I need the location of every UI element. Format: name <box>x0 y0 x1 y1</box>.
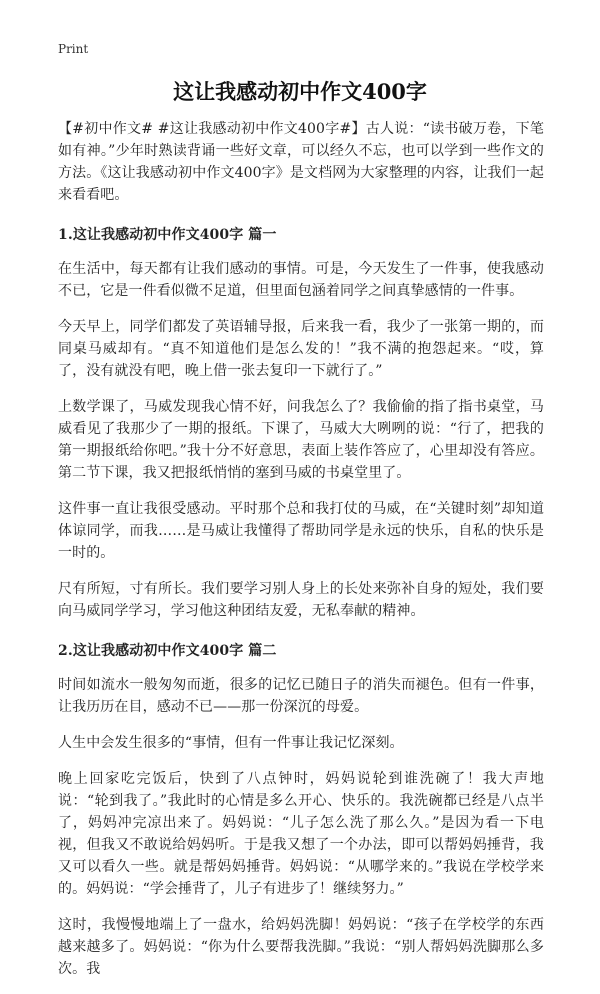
paragraph: 上数学课了，马威发现我心情不好，问我怎么了？我偷偷的指了指书桌堂，马威看见了我那少了一期的报纸。下课了，马威大大咧咧的说：“行了，把我的第一期报纸给你吧。”我十分不好意思，表面上装作答应了，心里却没有答应。第二节下课，我又把报纸悄悄的塞到马威的书桌堂里了。 <box>58 399 544 481</box>
paragraph: 时间如流水一般匆匆而逝，很多的记忆已随日子的消失而褪色。但有一件事，让我历历在目，感动不已——那一份深沉的母爱。 <box>58 677 544 715</box>
section-heading-1: 1.这让我感动初中作文400字 篇一 <box>58 227 277 243</box>
paragraph: 人生中会发生很多的“事情，但有一件事让我记忆深刻。 <box>58 735 404 751</box>
paragraph: 今天早上，同学们都发了英语辅导报，后来我一看，我少了一张第一期的，而同桌马威却有。“真不知道他们是怎么发的！”我不满的抱怨起来。“哎，算了，没有就没有吧，晚上借一张去复印一下就行了。” <box>58 319 544 379</box>
article-body <box>58 118 544 994</box>
paragraph: 这时，我慢慢地端上了一盘水，给妈妈洗脚！妈妈说：“孩子在学校学的东西越来越多了。妈妈说：“你为什么要帮我洗脚。”我说：“别人帮妈妈洗脚那么多次。我 <box>58 917 544 977</box>
paragraph: 这件事一直让我很受感动。平时那个总和我打仗的马威，在“关键时刻”却知道体谅同学，而我……是马威让我懂得了帮助同学是永远的快乐，自私的快乐是一时的。 <box>58 501 544 561</box>
paragraph: 尺有所短，寸有所长。我们要学习别人身上的长处来弥补自身的短处，我们要向马威同学学习，学习他这种团结友爱，无私奉献的精神。 <box>58 581 544 619</box>
intro-paragraph: 【#初中作文# #这让我感动初中作文400字#】古人说：“读书破万卷，下笔如有神。”少年时熟读背诵一些好文章，可以经久不忘，也可以学到一些作文的方法。《这让我感动初中作文400字》是文档网为大家整理的内容，让我们一起来看看吧。 <box>58 121 544 203</box>
section-heading-2: 2.这让我感动初中作文400字 篇二 <box>58 643 277 659</box>
print-link[interactable]: Print <box>58 42 89 56</box>
paragraph: 晚上回家吃完饭后，快到了八点钟时，妈妈说轮到谁洗碗了！我大声地说：“轮到我了。”我此时的心情是多么开心、快乐的。我洗碗都已经是八点半了，妈妈冲完凉出来了。妈妈说：“儿子怎么洗了那么久。”是因为看一下电视，但我又不敢说给妈妈听。于是我又想了一个办法，即可以帮妈妈捶背，我又可以看久一些。就是帮妈妈捶背。妈妈说：“从哪学来的。”我说在学校学来的。妈妈说：“学会捶背了，儿子有进步了！继续努力。” <box>58 771 544 897</box>
page-title: 这让我感动初中作文400字 <box>173 79 427 104</box>
paragraph: 在生活中，每天都有让我们感动的事情。可是，今天发生了一件事，使我感动不已，它是一件看似微不足道，但里面包涵着同学之间真挚感情的一件事。 <box>58 261 544 299</box>
